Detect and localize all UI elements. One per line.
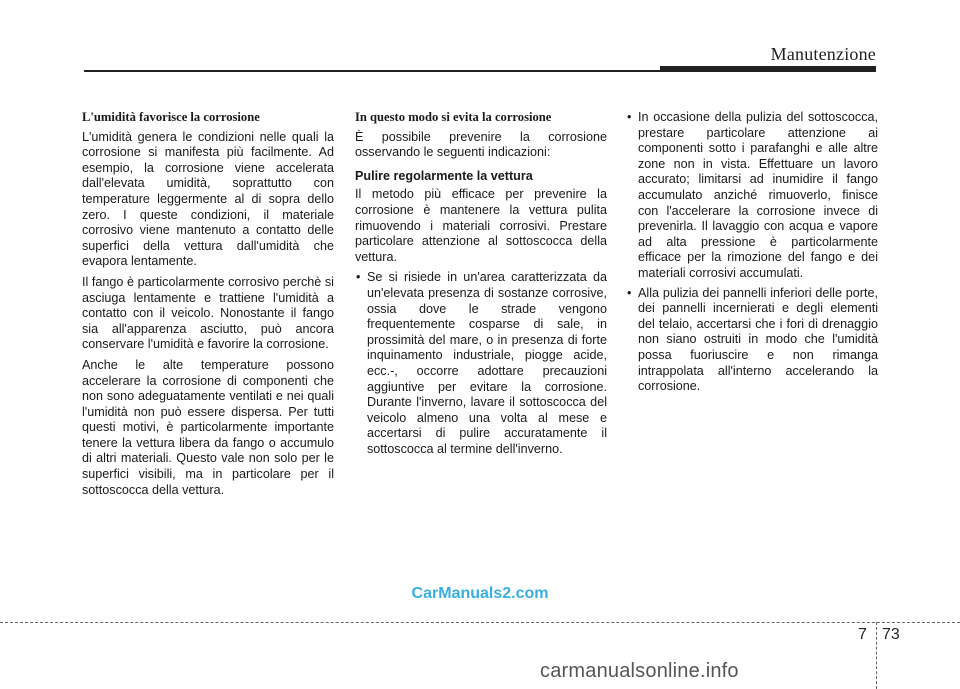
page-header-title: Manutenzione <box>770 44 876 64</box>
bullet-list <box>355 270 607 457</box>
paragraph: Anche le alte temperature possono accelerare la corrosione di componenti che non sono adeguatamente ventilati e nei quali l'umidità non può essere dispersa. Per tutti questi motivi, è particolarmente importante tenere la vettura libera da fango o accumulo di altri materiali. Questo vale non solo per le superfici visibili, ma in particolare per il sottoscocca della vettura. <box>82 357 334 497</box>
text-column-2 <box>355 110 607 461</box>
header-rule-accent <box>660 66 876 72</box>
paragraph: Il fango è particolarmente corrosivo perchè si asciuga lentamente e trattiene l'umidità a contatto con il veicolo. Nonostante il fango sia all'apparenza asciutto, può ancora conservare l'umidità e favorire la corrosione. <box>82 274 334 352</box>
list-item: • In occasione della pulizia del sottoscocca, prestare particolare attenzione ai componenti sotto i parafanghi e alle altre zone non in vista. Effettuare un lavoro accurato; limitarsi ad inumidire il fango accumulato anziché rimuoverlo, finisce con l'accelerare la corrosione invece di prevenirla. Il lavaggio con acqua e vapore ad alta pressione è particolarmente efficace per la rimozione del fango e dei materiali corrosivi accumulati. <box>626 110 878 282</box>
bullet-list <box>626 110 878 395</box>
list-item: • Alla pulizia dei pannelli inferiori delle porte, dei pannelli incernierati e degli elementi del telaio, accertarsi che i fori di drenaggio non siano ostruiti in modo che l'umidità possa fuoriuscire e non rimanga intrappolata all'interno accelerando la corrosione. <box>626 286 878 395</box>
site-brand-link[interactable]: carmanualsonline.info <box>540 660 739 682</box>
footer-rule <box>0 622 960 623</box>
paragraph: Il metodo più efficace per prevenire la corrosione è mantenere la vettura pulita rimuovendo i materiali corrosivi. Prestare particolare attenzione al sottoscocca della vettura. <box>355 187 607 264</box>
paragraph: È possibile prevenire la corrosione osservando le seguenti indicazioni: <box>355 129 607 160</box>
text-column-3 <box>626 110 878 399</box>
section-heading-humidity: L'umidità favorisce la corrosione <box>82 110 260 124</box>
watermark-link[interactable]: CarManuals2.com <box>411 585 549 602</box>
footer-divider <box>876 622 877 689</box>
subheading-clean-vehicle: Pulire regolarmente la vettura <box>355 168 533 183</box>
section-heading-prevention: In questo modo si evita la corrosione <box>355 110 552 124</box>
header-rule <box>84 70 660 72</box>
chapter-number: 7 <box>858 626 867 643</box>
page-number: 73 <box>882 626 900 643</box>
list-item: • Se si risiede in un'area caratterizzata da un'elevata presenza di sostanze corrosive, ossia dove le strade vengono frequentemente cosparse di sale, in prossimità del mare, o in presenza di forte inquinamento industriale, piogge acide, ecc.-, occorre adottare precauzioni aggiuntive per evitare la corrosione. Durante l'inverno, lavare il sottoscocca del veicolo almeno una volta al mese e accertarsi di pulire accuratamente il sottoscocca al termine dell'inverno. <box>355 270 607 457</box>
text-column-1 <box>82 110 334 503</box>
paragraph: L'umidità genera le condizioni nelle quali la corrosione si manifesta più facilmente. Ad esempio, la corrosione viene accelerata dall'elevata umidità, soprattutto con temperature leggermente al di sopra dello zero. I queste condizioni, il materiale corrosivo viene mantenuto a contatto delle superfici della vettura dall'umidità che evapora lentamente. <box>82 129 334 269</box>
